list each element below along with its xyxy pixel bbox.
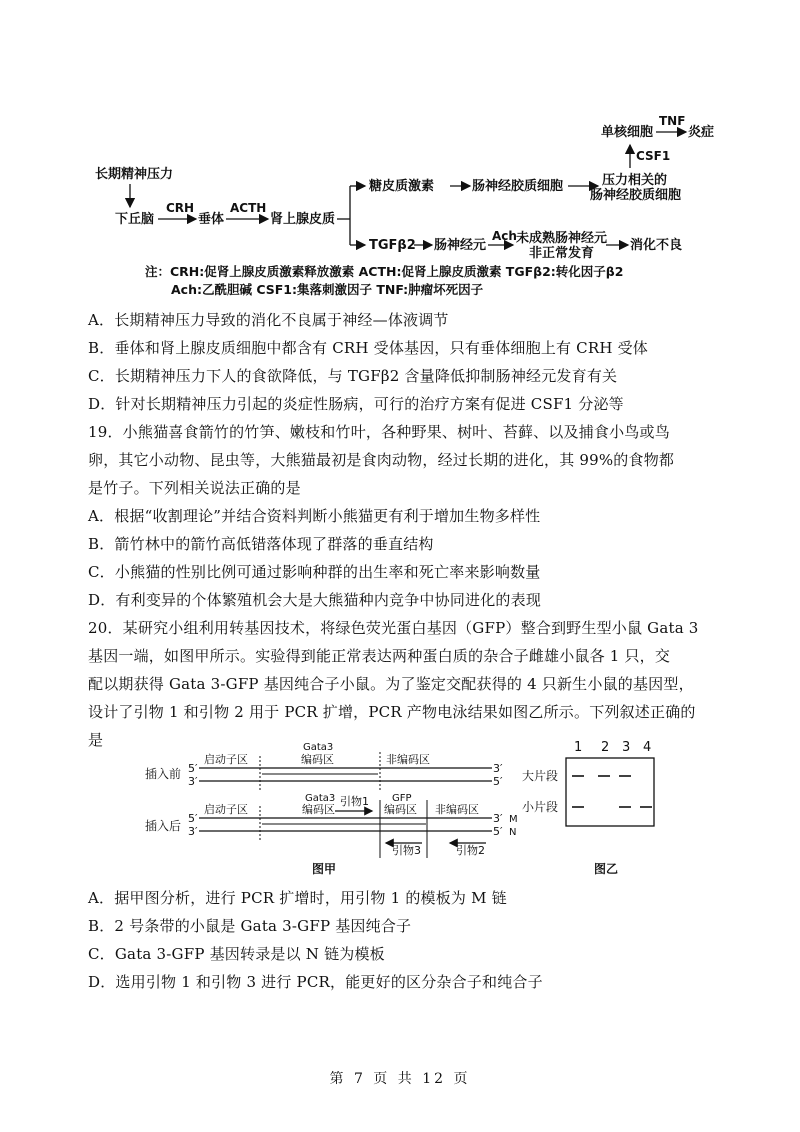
q19-option-d[interactable]: D．有利变异的个体繁殖机会大是大熊猫种内竞争中协同进化的表现 bbox=[88, 591, 542, 609]
immature-neuron-label-2: 非正常发育 bbox=[529, 246, 595, 261]
q19-option-c[interactable]: C．小熊猫的性别比例可通过影响种群的出生率和死亡率来影响数量 bbox=[88, 563, 541, 581]
after-3prime-left: 3′ bbox=[188, 825, 198, 838]
before-insertion bbox=[145, 742, 503, 790]
q19-option-a[interactable]: A．根据“收割理论”并结合资料判断小熊猫更有利于增加生物多样性 bbox=[88, 507, 541, 525]
ach-label: Ach bbox=[492, 229, 517, 243]
after-insertion bbox=[145, 793, 518, 858]
stress-glia-label-1: 压力相关的 bbox=[602, 173, 668, 188]
gel-lane-label: 2 bbox=[601, 740, 610, 755]
gel-lane-label: 4 bbox=[643, 740, 652, 755]
inflammation-label: 炎症 bbox=[688, 125, 715, 140]
enteric-glia-label: 肠神经胶质细胞 bbox=[472, 179, 564, 194]
q18-option-a[interactable]: A．长期精神压力导致的消化不良属于神经—体液调节 bbox=[88, 311, 449, 329]
q18-options bbox=[88, 306, 720, 418]
figure-b-caption: 图乙 bbox=[594, 862, 619, 876]
q19-stem-line-1: 19．小熊猫喜食箭竹的竹笋、嫩枝和竹叶，各种野果、树叶、苔藓、以及捕食小鸟或鸟 bbox=[88, 423, 670, 441]
before-noncoding-label: 非编码区 bbox=[386, 753, 430, 766]
stress-label: 长期精神压力 bbox=[95, 167, 174, 182]
q20-options bbox=[88, 884, 720, 996]
crh-label: CRH bbox=[166, 201, 195, 215]
before-promoter-label: 启动子区 bbox=[204, 753, 248, 766]
before-5prime: 5′ bbox=[188, 762, 198, 775]
diagram-note bbox=[145, 263, 745, 299]
q19-stem-line-2: 卵，其它小动物、昆虫等，大熊猫最初是食肉动物，经过长期的进化，其 99%的食物都 bbox=[88, 451, 675, 469]
q20-stem-line-1: 20．某研究小组利用转基因技术，将绿色荧光蛋白基因（GFP）整合到野生型小鼠 Gata 3 bbox=[88, 619, 699, 637]
hypothalamus-label: 下丘脑 bbox=[115, 212, 155, 227]
gel-large-label: 大片段 bbox=[522, 769, 559, 783]
after-5prime: 5′ bbox=[188, 812, 198, 825]
tgf-label: TGFβ2 bbox=[369, 238, 416, 253]
adrenal-label: 肾上腺皮质 bbox=[270, 212, 336, 227]
q20-stem-line-2: 基因一端，如图甲所示。实验得到能正常表达两种蛋白质的杂合子雌雄小鼠各 1 只，交 bbox=[88, 647, 671, 665]
page-footer: 第 7 页 共 12 页 bbox=[329, 1071, 471, 1087]
q20-option-c[interactable]: C．Gata 3-GFP 基因转录是以 N 链为模板 bbox=[88, 945, 385, 963]
monocyte-label: 单核细胞 bbox=[601, 125, 654, 140]
csf1-label: CSF1 bbox=[636, 149, 671, 163]
pituitary-label: 垂体 bbox=[198, 212, 225, 227]
gel-small-label: 小片段 bbox=[522, 800, 559, 814]
after-5prime-right: 5′ bbox=[493, 825, 503, 838]
after-label: 插入后 bbox=[145, 819, 182, 833]
before-3prime-left: 3′ bbox=[188, 775, 198, 788]
q20-stem-line-5: 是 bbox=[88, 731, 104, 749]
strand-n-label: N bbox=[509, 827, 517, 838]
q18-option-b[interactable]: B．垂体和肾上腺皮质细胞中都含有 CRH 受体基因，只有垂体细胞上有 CRH 受体 bbox=[88, 339, 649, 357]
gfp-label: GFP bbox=[392, 793, 412, 804]
question-19 bbox=[88, 418, 720, 614]
gfp-coding-label: 编码区 bbox=[384, 803, 417, 816]
q18-option-d[interactable]: D．针对长期精神压力引起的炎症性肠病，可行的治疗方案有促进 CSF1 分泌等 bbox=[88, 395, 624, 413]
after-3prime-right: 3′ bbox=[493, 812, 503, 825]
immature-neuron-label-1: 未成熟肠神经元 bbox=[516, 231, 608, 246]
note-line-1: 注：CRH:促肾上腺皮质激素释放激素 ACTH:促肾上腺皮质激素 TGFβ2:转化因子β2 bbox=[145, 264, 624, 279]
q19-option-b[interactable]: B．箭竹林中的箭竹高低错落体现了群落的垂直结构 bbox=[88, 535, 434, 553]
before-label: 插入前 bbox=[145, 767, 182, 781]
before-3prime-right: 3′ bbox=[493, 762, 503, 775]
q18-option-c[interactable]: C．长期精神压力下人的食欲降低，与 TGFβ2 含量降低抑制肠神经元发育有关 bbox=[88, 367, 618, 385]
primer1-label: 引物1 bbox=[340, 795, 369, 808]
indigestion-label: 消化不良 bbox=[630, 238, 683, 253]
tnf-label: TNF bbox=[659, 114, 686, 128]
acth-label: ACTH bbox=[230, 201, 267, 215]
q20-option-b[interactable]: B．2 号条带的小鼠是 Gata 3-GFP 基因纯合子 bbox=[88, 917, 412, 935]
figure-a-caption: 图甲 bbox=[312, 862, 337, 876]
strand-m-label: M bbox=[509, 814, 518, 825]
primer2-label: 引物2 bbox=[456, 844, 485, 857]
q19-stem-line-3: 是竹子。下列相关说法正确的是 bbox=[88, 479, 301, 497]
gel-lane-label: 1 bbox=[574, 740, 583, 755]
q20-stem-line-4: 设计了引物 1 和引物 2 用于 PCR 扩增，PCR 产物电泳结果如图乙所示。下列叙述正确的 bbox=[88, 703, 696, 721]
after-coding-label: 编码区 bbox=[302, 803, 335, 816]
after-promoter-label: 启动子区 bbox=[204, 803, 248, 816]
before-5prime-right: 5′ bbox=[493, 775, 503, 788]
glucocorticoid-label: 糖皮质激素 bbox=[369, 179, 435, 194]
before-coding-label: 编码区 bbox=[301, 753, 334, 766]
gel-lane-label: 3 bbox=[622, 740, 631, 755]
gel-box bbox=[566, 758, 654, 826]
q20-stem-line-3: 配以期获得 Gata 3-GFP 基因纯合子小鼠。为了鉴定交配获得的 4 只新生小鼠的基因型， bbox=[88, 675, 694, 693]
stress-glia-label-2: 肠神经胶质细胞 bbox=[590, 188, 682, 203]
gene-figure bbox=[130, 730, 670, 880]
note-line-2: Ach:乙酰胆碱 CSF1:集落刺激因子 TNF:肿瘤坏死因子 bbox=[171, 282, 484, 297]
gel bbox=[522, 740, 654, 876]
flow-diagram bbox=[0, 100, 800, 265]
primer3-label: 引物3 bbox=[392, 844, 421, 857]
enteric-neuron-label: 肠神经元 bbox=[434, 238, 487, 253]
q20-option-d[interactable]: D．选用引物 1 和引物 3 进行 PCR，能更好的区分杂合子和纯合子 bbox=[88, 973, 543, 991]
after-noncoding-label: 非编码区 bbox=[435, 803, 479, 816]
before-gata3-label: Gata3 bbox=[303, 742, 334, 753]
after-gata3-label: Gata3 bbox=[305, 793, 336, 804]
q20-option-a[interactable]: A．据甲图分析，进行 PCR 扩增时，用引物 1 的模板为 M 链 bbox=[88, 889, 507, 907]
